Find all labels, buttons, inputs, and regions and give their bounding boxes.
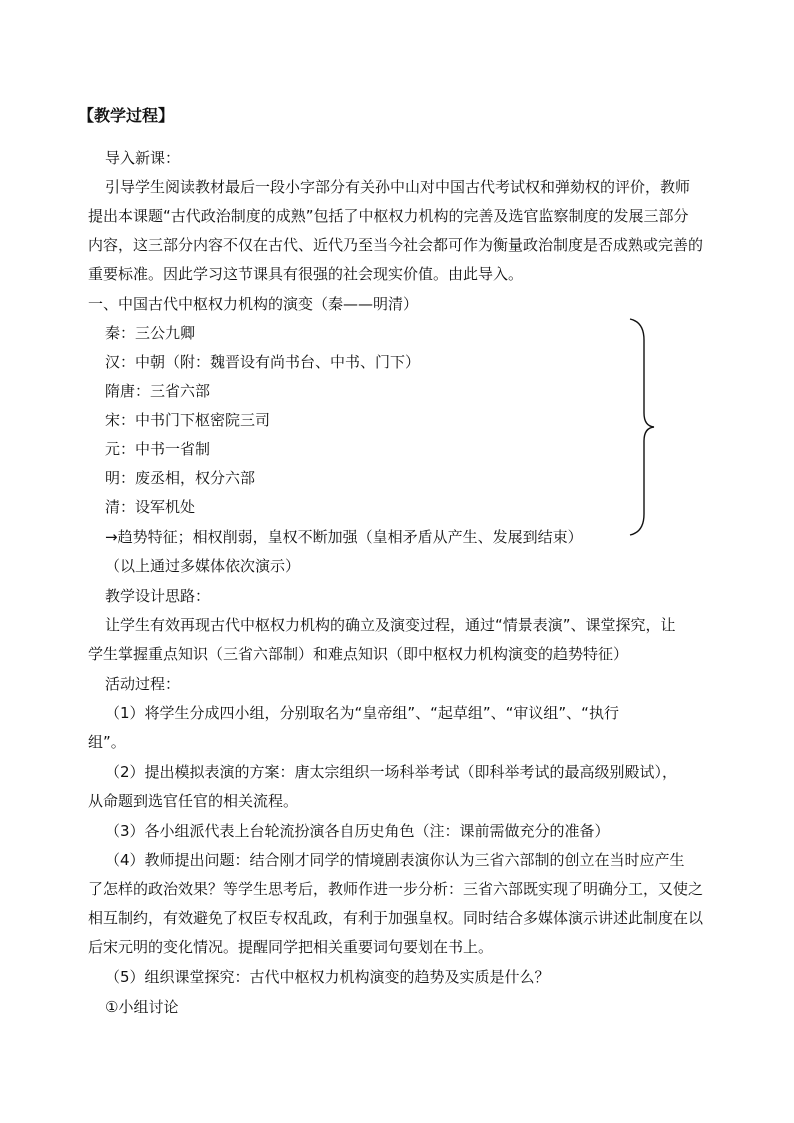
activity-step-4: 相互制约，有效避免了权臣专权乱政，有利于加强皇权。同时结合多媒体演示讲述此制度在以 <box>88 909 704 927</box>
dynasty-item: 汉：中朝（附：魏晋设有尚书台、中书、门下） <box>105 353 421 371</box>
intro-paragraph-line: 提出本课题“古代政治制度的成熟”包括了中枢权力机构的完善及选官监察制度的发展三部分 <box>88 207 689 225</box>
dynasty-item: 秦：三公九卿 <box>105 324 196 342</box>
section-one-title: 一、中国古代中枢权力机构的演变（秦——明清） <box>88 295 419 313</box>
right-curly-brace <box>626 318 660 536</box>
activity-step-2: （2）提出模拟表演的方案：唐太宗组织一场科举考试（即科举考试的最高级别殿试）， <box>105 763 678 781</box>
dynasty-item: 宋：中书门下枢密院三司 <box>105 411 271 429</box>
activity-step-4: （4）教师提出问题：结合刚才同学的情境剧表演你认为三省六部制的创立在当时应产生 <box>105 851 685 869</box>
activity-step-4: 后宋元明的变化情况。提醒同学把相关重要词句要划在书上。 <box>88 938 494 956</box>
design-paragraph-line: 让学生有效再现古代中枢权力机构的确立及演变过程，通过“情景表演”、课堂探究，让 <box>105 616 676 634</box>
trend-summary: →趋势特征；相权削弱，皇权不断加强（皇相矛盾从产生、发展到结束） <box>105 528 583 546</box>
intro-paragraph-line: 内容，这三部分内容不仅在古代、近代乃至当今社会都可作为衡量政治制度是否成熟或完善的 <box>88 236 704 254</box>
design-label: 教学设计思路： <box>105 587 211 605</box>
activity-step-5: （5）组织课堂探究：古代中枢权力机构演变的趋势及实质是什么？ <box>105 968 550 986</box>
discussion-item: ①小组讨论 <box>105 998 179 1016</box>
dynasty-item: 清：设军机处 <box>105 498 196 516</box>
intro-label: 导入新课： <box>105 149 181 167</box>
activity-step-4: 了怎样的政治效果？等学生思考后，教师作进一步分析：三省六部既实现了明确分工，又使之 <box>88 880 704 898</box>
activity-label: 活动过程： <box>105 675 181 693</box>
activity-step-1: （1）将学生分成四小组，分别取名为“皇帝组”、“起草组”、“审议组”、“执行 <box>105 704 619 722</box>
dynasty-item: 隋唐：三省六部 <box>105 382 211 400</box>
intro-paragraph-line: 重要标准。因此学习这节课具有很强的社会现实价值。由此导入。 <box>88 265 524 283</box>
activity-step-2: 从命题到选官任官的相关流程。 <box>88 792 299 810</box>
dynasty-item: 明：废丞相，权分六部 <box>105 469 256 487</box>
intro-paragraph-line: 引导学生阅读教材最后一段小字部分有关孙中山对中国古代考试权和弹劾权的评价，教师 <box>105 178 691 196</box>
activity-step-1: 组”。 <box>88 733 126 751</box>
section-heading: 【教学过程】 <box>78 106 175 125</box>
dynasty-item: 元：中书一省制 <box>105 440 211 458</box>
activity-step-3: （3）各小组派代表上台轮流扮演各自历史角色（注：课前需做充分的准备） <box>105 822 610 840</box>
design-paragraph-line: 学生掌握重点知识（三省六部制）和难点知识（即中枢权力机构演变的趋势特征） <box>88 645 629 663</box>
multimedia-note: （以上通过多媒体依次演示） <box>105 557 301 575</box>
